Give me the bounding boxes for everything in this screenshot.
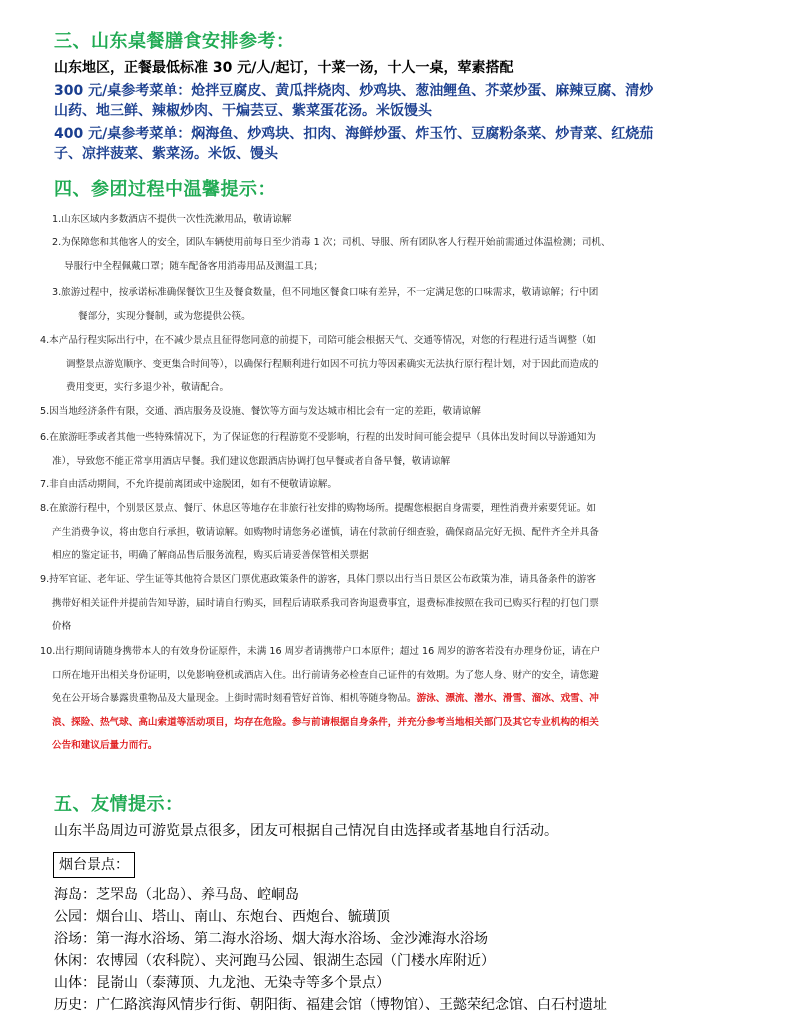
attraction-mountains: 山体：昆嵛山（泰薄顶、九龙池、无染寺等多个景点） (54, 975, 390, 991)
tip-item-9: 9.持军官证、老年证、学生证等其他符合景区门票优惠政策条件的游客，具体门票以出行当日景区公布政策为准，请具备条件的游客 携带好相关证件并提前告知导游，届时请自行购买，回程后请联系我司咨询退费事宜，退费标准按照在我司已购买行程的打包门票 价格 (40, 574, 599, 633)
section3-standard-line: 山东地区，正餐最低标准 30 元/人/起订，十菜一汤，十人一桌，荤素搭配 (54, 60, 514, 76)
menu-300-line1: 300 元/桌参考菜单：炝拌豆腐皮、黄瓜拌烧肉、炒鸡块、葱油鲤鱼、芥菜炒蛋、麻辣豆腐、清炒 (54, 83, 654, 99)
yantai-attractions-label: 烟台景点： (53, 852, 135, 878)
tip-item-4: 4.本产品行程实际出行中，在不减少景点且征得您同意的前提下，司陪可能会根据天气、交通等情况，对您的行程进行适当调整（如 调整景点游览顺序、变更集合时间等），以确保行程顺利进行如因不可抗力等因素确实无法执行原行程计划，对于因此而造成的 费用变更，实行多退少补，敬请配合。 (40, 335, 599, 394)
safety-warning-red-2: 浪、探险、热气球、高山索道等活动项目，均存在危险。参与前请根据自身条件，并充分参考当地相关部门及其它专业机构的相关 (52, 716, 599, 728)
menu-300-line2: 山药、地三鲜、辣椒炒肉、干煸芸豆、紫菜蛋花汤。米饭馒头 (54, 103, 432, 119)
attraction-history: 历史：广仁路滨海风情步行街、朝阳街、福建会馆（博物馆）、王懿荣纪念馆、白石村遗址 (54, 997, 607, 1013)
tip-item-1: 1.山东区域内多数酒店不提供一次性洗漱用品，敬请谅解 (52, 214, 292, 225)
safety-warning-red-3: 公告和建议后量力而行。 (52, 740, 158, 752)
attraction-leisure: 休闲：农博园（农科院）、夹河跑马公园、银湖生态园（门楼水库附近） (54, 953, 495, 969)
tip-item-10: 10.出行期间请随身携带本人的有效身份证原件，未满 16 周岁者请携带户口本原件；超过 16 周岁的游客若没有办理身份证，请在户 口所在地开出相关身份证明，以免影响登机或酒店入住。出行前请务必检查自己证件的有效期。为了您人身、财产的安全，请您避 免在公开场合暴露贵重物品及大量现金。上街时需时刻看管好首饰、相机等随身物品。游泳、漂流、潜水、滑雪、溜冰、戏雪、冲 浪、探险、热气球、高山索道等活动项目，均存在危险。参与前请根据自身条件，并充分参考当地相关部门及其它专业机构的相关 公告和建议后量力而行。 (40, 640, 600, 758)
tip-item-2: 2.为保障您和其他客人的安全，团队车辆使用前每日至少消毒 1 次；司机、导服、所有团队客人行程开始前需通过体温检测；司机、 导服行中全程佩戴口罩；随车配备客用消毒用品及测温工具； (52, 237, 611, 272)
section5-heading: 五、友情提示： (54, 794, 184, 815)
tip-item-7: 7.非自由活动期间，不允许提前离团或中途脱团，如有不便敬请谅解。 (40, 479, 337, 490)
tip-item-8: 8.在旅游行程中，个别景区景点、餐厅、休息区等地存在非旅行社安排的购物场所。提醒您根据自身需要，理性消费并索要凭证。如 产生消费争议，将由您自行承担，敬请谅解。如购物时请您务必谨慎，请在付款前仔细查验，确保商品完好无损、配件齐全并具备 相应的鉴定证书，明确了解商品售后服务流程，购买后请妥善保管相关票据 (40, 503, 599, 562)
attraction-islands: 海岛：芝罘岛（北岛）、养马岛、崆峒岛 (54, 887, 299, 903)
tip-item-3: 3.旅游过程中，按承诺标准确保餐饮卫生及餐食数量，但不同地区餐食口味有差异，不一定满足您的口味需求，敬请谅解；行中团 餐部分，实现分餐制，或为您提供公筷。 (52, 287, 599, 322)
menu-400-line2: 子、凉拌菠菜、紫菜汤。米饭、馒头 (54, 146, 278, 162)
attraction-parks: 公园：烟台山、塔山、南山、东炮台、西炮台、毓璜顶 (54, 909, 390, 925)
tip-item-5: 5.因当地经济条件有限，交通、酒店服务及设施、餐饮等方面与发达城市相比会有一定的差距，敬请谅解 (40, 406, 481, 417)
section4-heading: 四、参团过程中温馨提示： (54, 179, 276, 200)
attraction-beaches: 浴场：第一海水浴场、第二海水浴场、烟大海水浴场、金沙滩海水浴场 (54, 931, 488, 947)
menu-400-line1: 400 元/桌参考菜单：焖海鱼、炒鸡块、扣肉、海鲜炒蛋、炸玉竹、豆腐粉条菜、炒青菜、红烧茄 (54, 126, 654, 142)
section3-heading: 三、山东桌餐膳食安排参考： (54, 31, 295, 52)
safety-warning-red-1: 游泳、漂流、潜水、滑雪、溜冰、戏雪、冲 (416, 693, 599, 705)
tip-item-6: 6.在旅游旺季或者其他一些特殊情况下，为了保证您的行程游览不受影响，行程的出发时间可能会提早（具体出发时间以导游通知为 准），导致您不能正常享用酒店早餐。我们建议您跟酒店协调打包早餐或者自备早餐，敬请谅解 (40, 432, 596, 467)
section5-intro: 山东半岛周边可游览景点很多，团友可根据自己情况自由选择或者基地自行活动。 (54, 823, 558, 839)
